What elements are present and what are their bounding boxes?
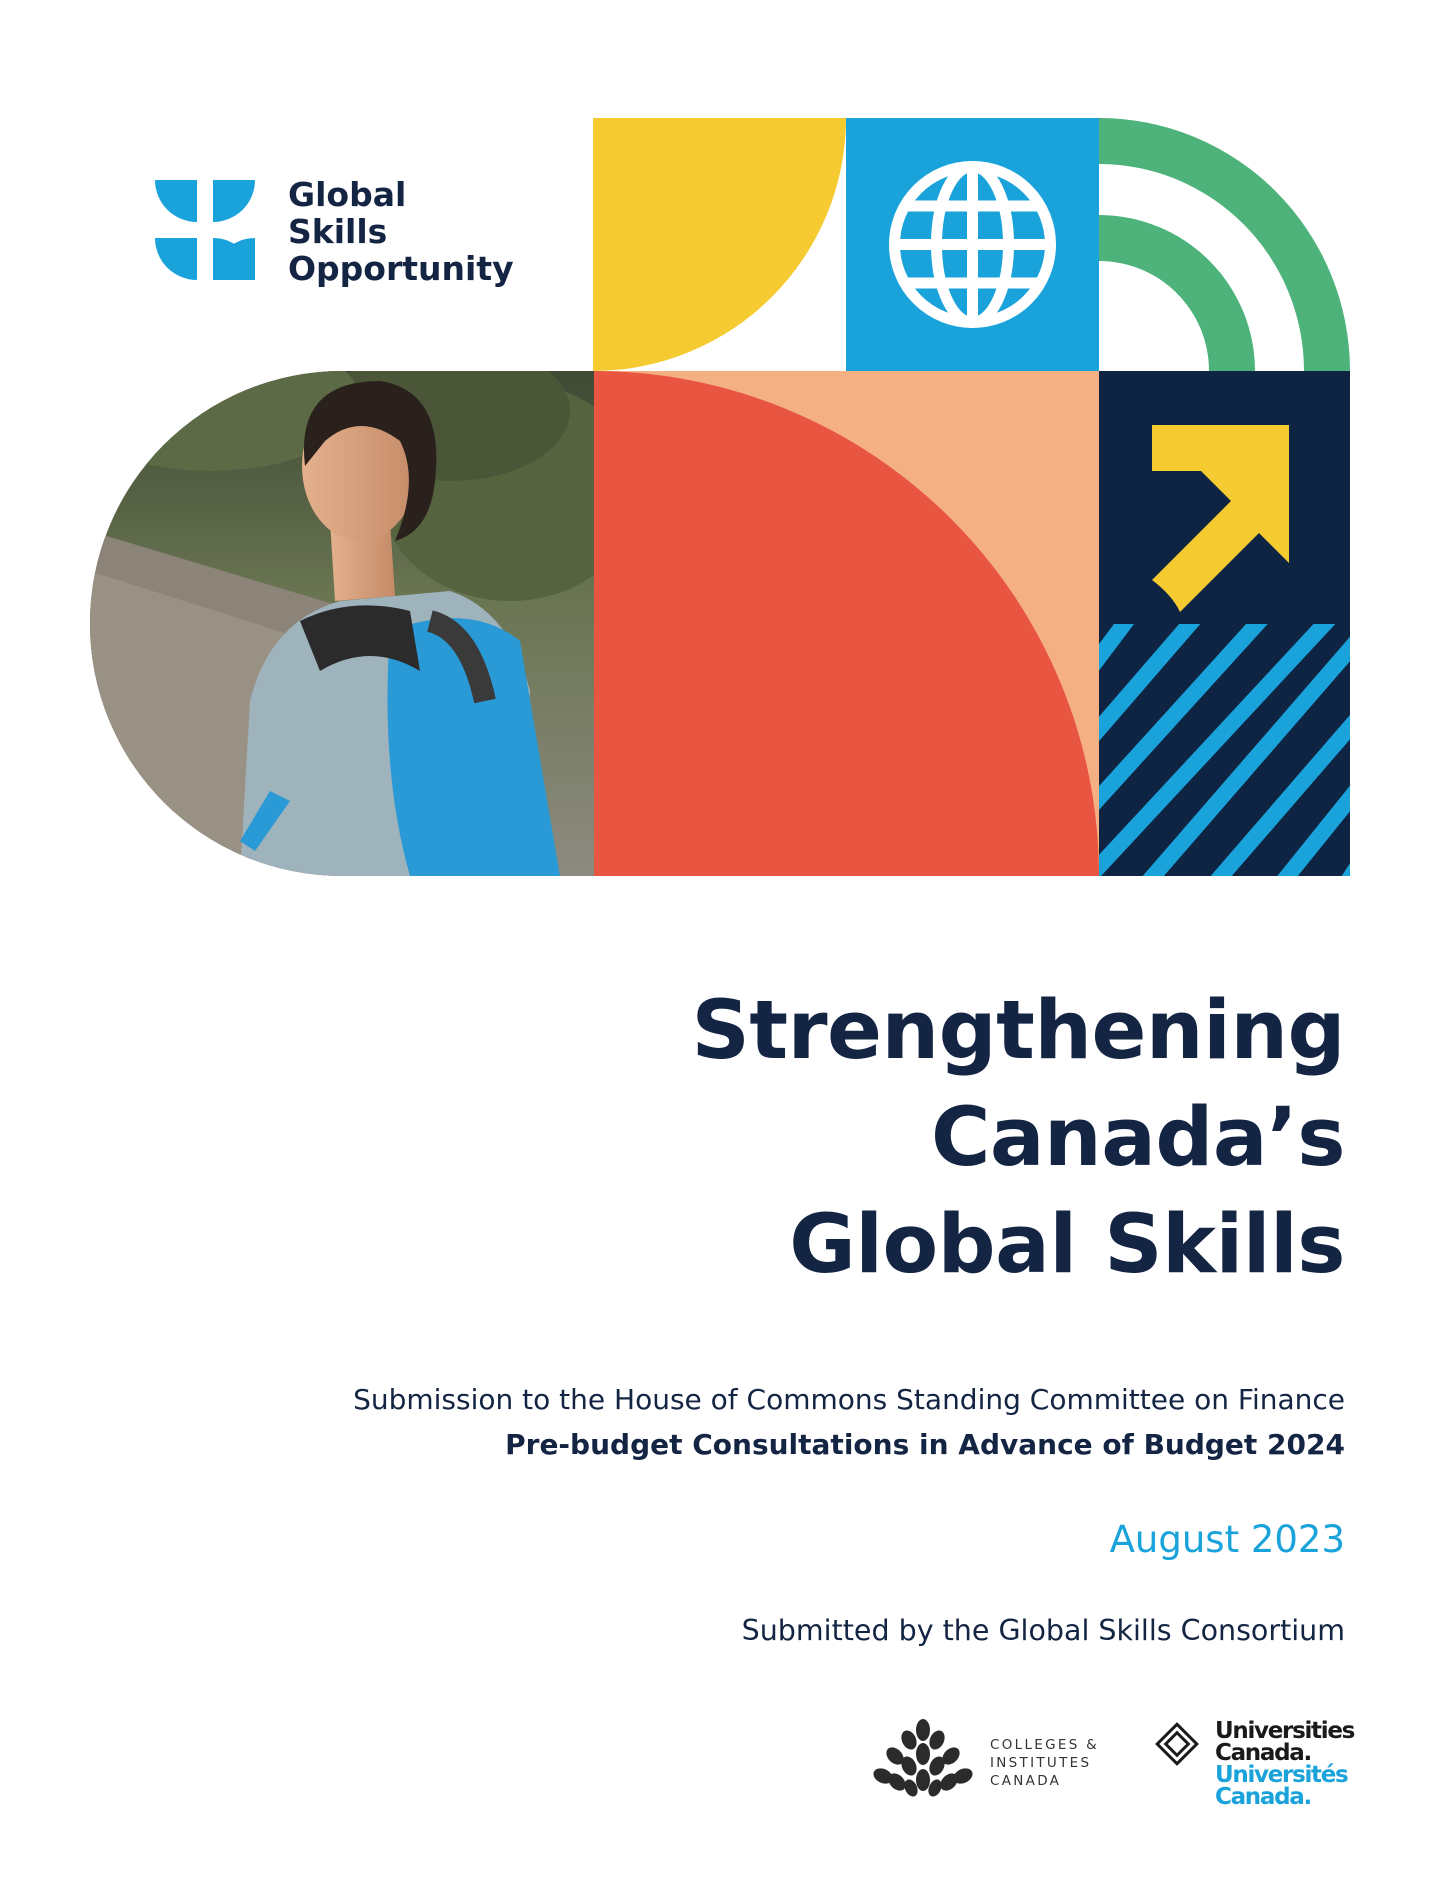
uc-line-4: Canada. xyxy=(1215,1784,1311,1810)
cic-wordmark xyxy=(990,1736,1099,1790)
uc-line-2: Canada. xyxy=(1215,1740,1311,1766)
student-with-backpack-image xyxy=(90,371,594,876)
red-quarter-tile xyxy=(594,371,1099,876)
title-line-3: Global Skills xyxy=(789,1198,1345,1292)
title-line-2: Canada’s xyxy=(930,1091,1345,1185)
logo-line-2: Skills xyxy=(288,212,388,251)
diagonal-stripes-pattern xyxy=(1099,624,1350,876)
signal-arcs-icon xyxy=(1099,118,1350,371)
colleges-institutes-leaf-icon xyxy=(873,1718,973,1798)
title-line-1: Strengthening xyxy=(691,984,1345,1078)
globe-tile xyxy=(846,118,1099,371)
logo-line-1: Global xyxy=(288,175,407,214)
signal-arcs-tile xyxy=(1099,118,1350,371)
subtitle-line-1: Submission to the House of Commons Standing Committee on Finance xyxy=(353,1383,1345,1416)
student-photo xyxy=(90,371,594,876)
globe-icon xyxy=(846,118,1099,371)
arrow-tile xyxy=(1099,371,1350,624)
yellow-quarter-tile xyxy=(593,118,846,371)
logo-line-3: Opportunity xyxy=(288,249,514,288)
publication-date: August 2023 xyxy=(1109,1518,1345,1561)
cic-line-2: INSTITUTES xyxy=(990,1755,1092,1771)
stripes-tile xyxy=(1099,624,1350,876)
cic-line-3: CANADA xyxy=(990,1773,1062,1789)
yellow-quarter-shape xyxy=(593,118,846,371)
red-quarter-shape xyxy=(594,371,1099,876)
uc-line-1: Universities xyxy=(1215,1718,1355,1744)
submitted-by: Submitted by the Global Skills Consortium xyxy=(741,1614,1345,1647)
page-title xyxy=(445,978,1345,1299)
universities-canada-logo xyxy=(1155,1718,1355,1810)
uc-wordmark xyxy=(1215,1720,1354,1808)
subtitle-line-2: Pre-budget Consultations in Advance of Budget 2024 xyxy=(505,1428,1345,1461)
uc-line-3: Universités xyxy=(1215,1762,1348,1788)
universities-canada-diamond-icon xyxy=(1155,1722,1199,1766)
cic-line-1: COLLEGES & xyxy=(990,1737,1100,1753)
colleges-institutes-canada-logo xyxy=(873,1718,1113,1798)
arrow-up-right-icon xyxy=(1099,371,1350,624)
cover-mosaic xyxy=(90,118,1350,876)
